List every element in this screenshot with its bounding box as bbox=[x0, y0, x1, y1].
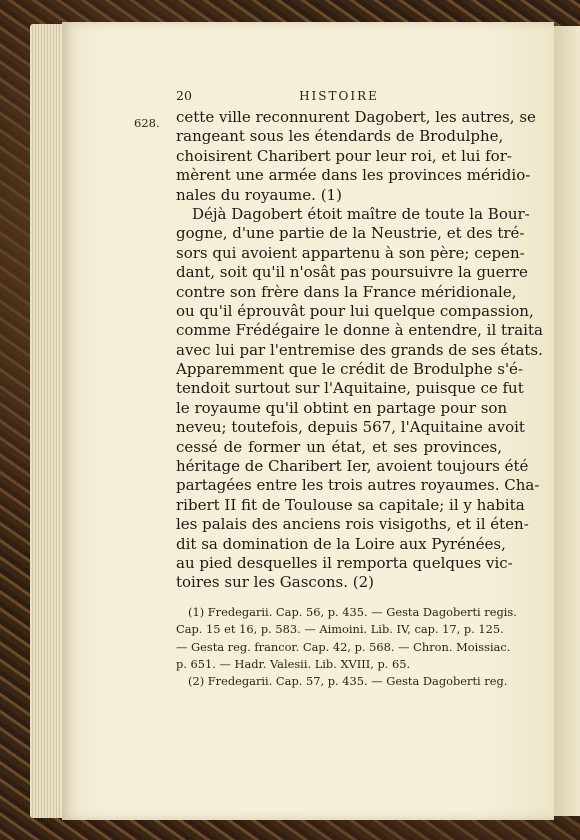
text-line: dit sa domination de la Loire aux Pyrénées, bbox=[176, 534, 506, 553]
text-line: nales du royaume. (1) bbox=[176, 185, 342, 204]
running-title: HISTOIRE bbox=[299, 89, 379, 103]
footnote-line: (1) Fredegarii. Cap. 56, p. 435. — Gesta Dagoberti regis. bbox=[188, 605, 517, 619]
text-line: ou qu'il éprouvât pour lui quelque compassion, bbox=[176, 301, 534, 320]
text-line: comme Frédégaire le donne à entendre, il traita bbox=[176, 321, 543, 340]
text-line: contre son frère dans la France méridionale, bbox=[176, 282, 517, 301]
text-line: toires sur les Gascons. (2) bbox=[176, 573, 375, 592]
paragraph-2 bbox=[176, 204, 543, 593]
text-line: cessé de former un état, et ses provinces, bbox=[176, 437, 502, 456]
page-number: 20 bbox=[176, 88, 192, 103]
footnote-line: Cap. 15 et 16, p. 583. — Aimoini. Lib. IV, cap. 17, p. 125. bbox=[176, 622, 504, 637]
margin-year-note: 628. bbox=[134, 116, 160, 130]
text-line: choisirent Charibert pour leur roi, et lui for- bbox=[176, 146, 512, 165]
text-line: héritage de Charibert Ier, avoient toujours été bbox=[176, 457, 529, 476]
text-line: dant, soit qu'il n'osât pas poursuivre la guerre bbox=[176, 263, 528, 282]
footnote-line: (2) Fredegarii. Cap. 57, p. 435. — Gesta Dagoberti reg. bbox=[188, 674, 508, 689]
text-line: les palais des anciens rois visigoths, et il éten- bbox=[176, 515, 529, 534]
text-line: cette ville reconnurent Dagobert, les autres, se bbox=[176, 108, 536, 126]
footnotes bbox=[176, 604, 517, 690]
text-line: Déjà Dagobert étoit maître de toute la Bour- bbox=[192, 204, 530, 223]
footnote-line: p. 651. — Hadr. Valesii. Lib. XVIII, p. 65. bbox=[176, 656, 411, 671]
text-line: rangeant sous les étendards de Brodulphe, bbox=[176, 127, 504, 146]
text-line: avec lui par l'entremise des grands de ses états. bbox=[176, 340, 543, 359]
facing-page-edge bbox=[554, 26, 580, 816]
paragraph-1 bbox=[176, 108, 536, 205]
text-line: neveu; toutefois, depuis 567, l'Aquitaine avoit bbox=[176, 418, 525, 437]
text-line: mèrent une armée dans les provinces méridio- bbox=[176, 166, 531, 185]
text-line: tendoit surtout sur l'Aquitaine, puisque ce fut bbox=[176, 379, 524, 398]
footnote-line: — Gesta reg. francor. Cap. 42, p. 568. — Chron. Moissiac. bbox=[176, 639, 511, 654]
text-line: au pied desquelles il remporta quelques vic- bbox=[176, 553, 513, 572]
text-line: Apparemment que le crédit de Brodulphe s'é- bbox=[176, 360, 524, 379]
text-line: partagées entre les trois autres royaumes. Cha- bbox=[176, 476, 540, 495]
text-line: ribert II fit de Toulouse sa capitale; il y habita bbox=[176, 495, 525, 514]
body-text bbox=[176, 108, 543, 593]
page-header bbox=[176, 88, 502, 108]
text-line: sors qui avoient appartenu à son père; cepen- bbox=[176, 243, 525, 262]
text-line: le royaume qu'il obtint en partage pour son bbox=[176, 398, 508, 417]
text-line: gogne, d'une partie de la Neustrie, et des tré- bbox=[176, 224, 525, 243]
